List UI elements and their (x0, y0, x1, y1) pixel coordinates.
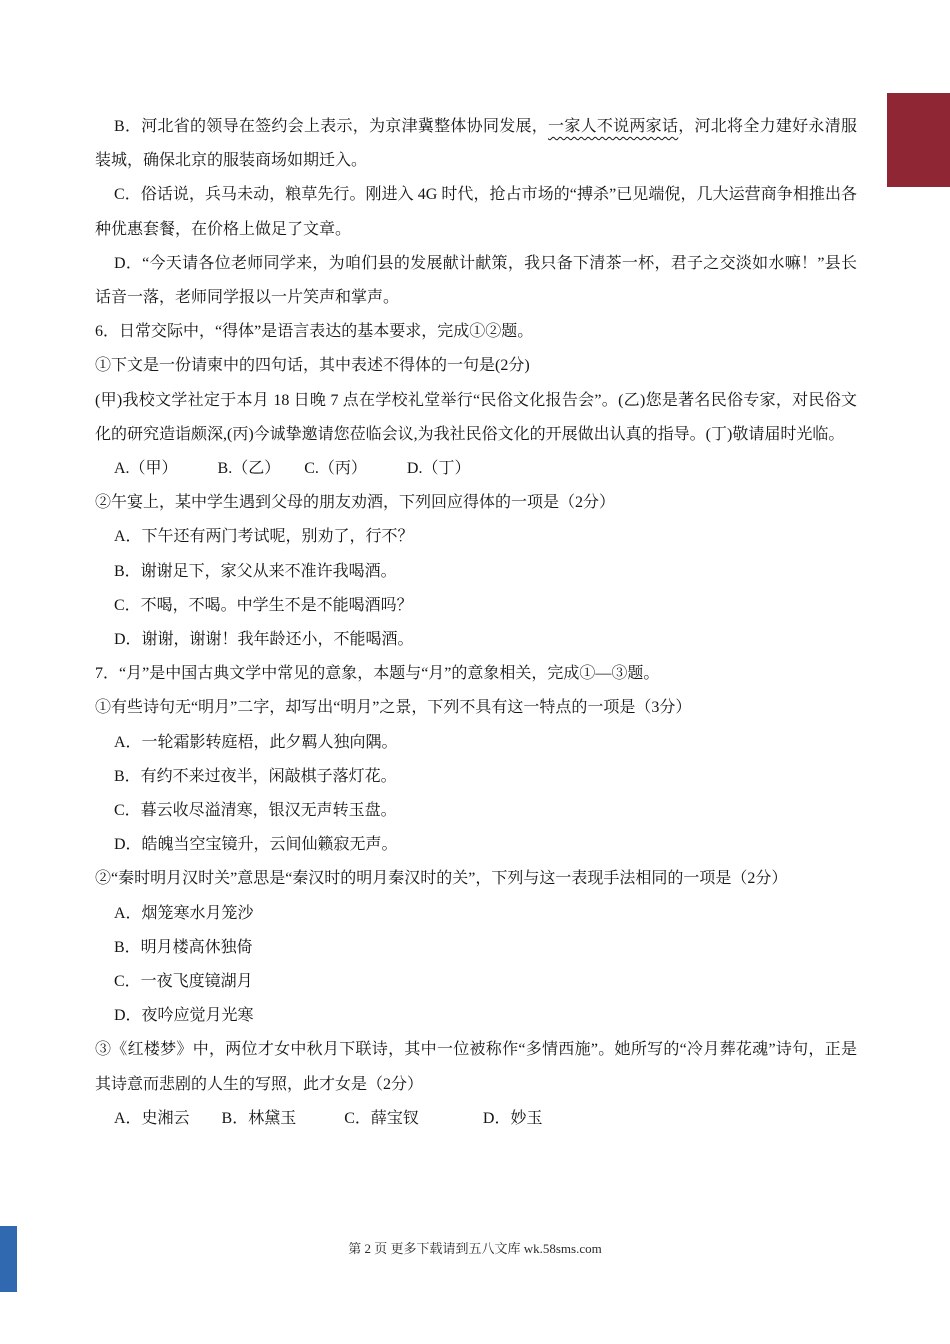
text-run: C．一夜飞度镜湖月 (114, 973, 253, 991)
q6-sub1-stem (95, 349, 857, 383)
q7-sub2-choice-b (95, 931, 857, 965)
q6-sub2-choice-b (95, 555, 857, 589)
text-run: B．有约不来过夜半，闲敲棋子落灯花。 (114, 767, 397, 785)
q6-sub2-stem (95, 486, 857, 520)
q6-sub2-choice-a (95, 520, 857, 554)
emphasized-idiom-text: 一家人不说两家话 (548, 118, 679, 135)
text-run: B．明月楼高休独倚 (114, 938, 253, 956)
q7-sub1-choice-d (95, 828, 857, 862)
text-run: A．烟笼寒水月笼沙 (114, 904, 254, 922)
text-run: ②午宴上，某中学生遇到父母的朋友劝酒，下列回应得体的一项是（2分） (95, 494, 616, 512)
q7-sub1-choice-c (95, 794, 857, 828)
text-run: C．暮云收尽溢清寒，银汉无声转玉盘。 (114, 802, 397, 820)
question-7-stem (95, 657, 857, 691)
q7-sub1-choice-b (95, 760, 857, 794)
text-run: 7．“月”是中国古典文学中常见的意象，本题与“月”的意象相关，完成①—③题。 (95, 665, 660, 683)
q6-sub1-choices (95, 452, 857, 486)
q7-sub2-stem (95, 862, 857, 896)
q7-sub1-choice-a (95, 726, 857, 760)
text-run: C．不喝，不喝。中学生不是不能喝酒吗？ (114, 596, 413, 614)
q7-sub2-choice-c (95, 965, 857, 999)
text-run: D．夜吟应觉月光寒 (114, 1007, 254, 1025)
q7-sub3-stem (95, 1033, 857, 1101)
q5-option-d (95, 247, 857, 315)
page-footer: 第 2 页 更多下载请到五八文库 wk.58sms.com (348, 1241, 602, 1256)
text-run: ③《红楼梦》中，两位才女中秋月下联诗，其中一位被称作“多情西施”。她所写的“冷月葬花魂”诗句，正是其诗意而悲剧的人生的写照，此才女是（2分） (95, 1041, 857, 1093)
text-run: C．俗话说，兵马未动，粮草先行。刚进入 4G 时代，抢占市场的“搏杀”已见端倪，几大运营商争相推出各种优惠套餐，在价格上做足了文章。 (95, 186, 857, 238)
q5-option-c (95, 178, 857, 246)
q7-sub3-choices (95, 1102, 857, 1136)
text-run: 6．日常交际中，“得体”是语言表达的基本要求，完成①②题。 (95, 323, 534, 341)
text-run: A．史湘云 B．林黛玉 C．薛宝钗 D．妙玉 (114, 1109, 543, 1127)
q7-sub2-choice-a (95, 897, 857, 931)
text-run: D．“今天请各位老师同学来，为咱们县的发展献计献策，我只备下清茶一杯，君子之交淡如水嘛！”县长话音一落，老师同学报以一片笑声和掌声。 (95, 254, 857, 307)
bottom-left-accent-block (0, 1226, 17, 1292)
q6-sub2-choice-c (95, 589, 857, 623)
text-run: A．一轮霜影转庭梧，此夕羁人独向隅。 (114, 733, 398, 751)
q7-sub1-stem (95, 691, 857, 725)
text-run: D．谢谢，谢谢！我年龄还小，不能喝酒。 (114, 631, 414, 649)
text-run: ①有些诗句无“明月”二字，却写出“明月”之景，下列不具有这一特点的一项是（3分） (95, 699, 692, 717)
text-run: ②“秦时明月汉时关”意思是“秦汉时的明月秦汉时的关”，下列与这一表现手法相同的一项是（2分） (95, 870, 788, 888)
text-run: ①下文是一份请柬中的四句话，其中表述不得体的一句是(2分) (95, 357, 530, 375)
text-run: (甲)我校文学社定于本月 18 日晚 7 点在学校礼堂举行“民俗文化报告会”。(乙)您是著名民俗专家，对民俗文化的研究造诣颇深,(丙)今诚挚邀请您莅临会议,为我社民俗文化的开展做出认真的指导。(丁)敬请届时光临。 (95, 391, 857, 443)
q6-sub1-passage (95, 384, 857, 452)
text-run: B．谢谢足下，家父从来不准许我喝酒。 (114, 562, 397, 580)
text-run: B．河北省的领导在签约会上表示，为京津冀整体协同发展， (114, 118, 549, 135)
question-6-stem (95, 315, 857, 349)
document-body (95, 110, 857, 1136)
text-run: A．下午还有两门考试呢，别劝了，行不？ (114, 528, 414, 546)
q6-sub2-choice-d (95, 623, 857, 657)
top-right-accent-block (887, 93, 950, 187)
q7-sub2-choice-d (95, 999, 857, 1033)
text-run: A.（甲） B.（乙） C.（丙） D.（丁） (114, 460, 471, 478)
text-run: D．皓魄当空宝镜升，云间仙籁寂无声。 (114, 836, 398, 854)
text-run: ，河北将全力建好永清服装城，确保北京的服装商场如期迁入。 (95, 118, 857, 170)
q5-option-b (95, 110, 857, 178)
